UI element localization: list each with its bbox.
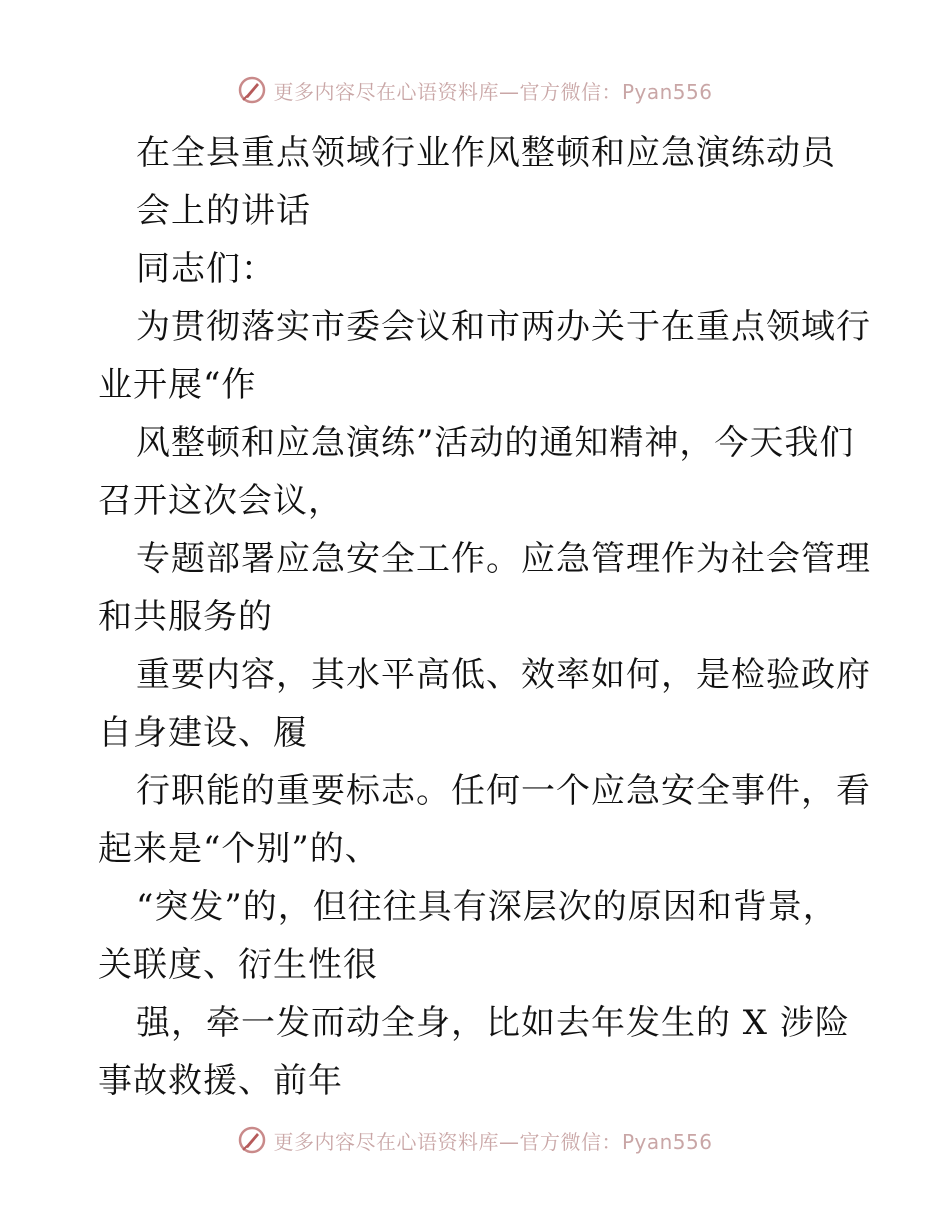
text-line: 业开展“作: [98, 365, 257, 405]
quill-logo-icon: [237, 1125, 267, 1155]
text-line: 自身建设、履: [98, 713, 308, 753]
watermark-text: 更多内容尽在心语资料库—官方微信：Pyan556: [273, 1129, 713, 1154]
quill-logo-icon: [237, 75, 267, 105]
text-line: 会上的讲话: [136, 191, 311, 231]
header-watermark: [0, 70, 950, 110]
document-body: [98, 124, 871, 1110]
text-line: 和共服务的: [98, 597, 273, 637]
text-line: 起来是“个别”的、: [98, 829, 380, 869]
text-line: 召开这次会议，: [98, 481, 343, 521]
text-line: 重要内容，其水平高低、效率如何，是检验政府: [136, 655, 871, 695]
text-line: 强，牵一发而动全身，比如去年发生的 X 涉险: [136, 1003, 850, 1043]
text-line: “突发”的，但往往具有深层次的原因和背景，: [136, 887, 838, 927]
text-line: 同志们：: [136, 249, 276, 289]
text-line: 在全县重点领域行业作风整顿和应急演练动员: [136, 133, 836, 173]
watermark-text: 更多内容尽在心语资料库—官方微信：Pyan556: [273, 79, 713, 104]
text-line: 事故救援、前年: [98, 1061, 343, 1101]
text-line: 专题部署应急安全工作。应急管理作为社会管理: [136, 539, 871, 579]
text-line: 为贯彻落实市委会议和市两办关于在重点领域行: [136, 307, 871, 347]
text-line: 关联度、衍生性很: [98, 945, 378, 985]
footer-watermark: [0, 1120, 950, 1160]
text-line: 风整顿和应急演练”活动的通知精神，今天我们: [136, 423, 855, 463]
text-line: 行职能的重要标志。任何一个应急安全事件，看: [136, 771, 871, 811]
